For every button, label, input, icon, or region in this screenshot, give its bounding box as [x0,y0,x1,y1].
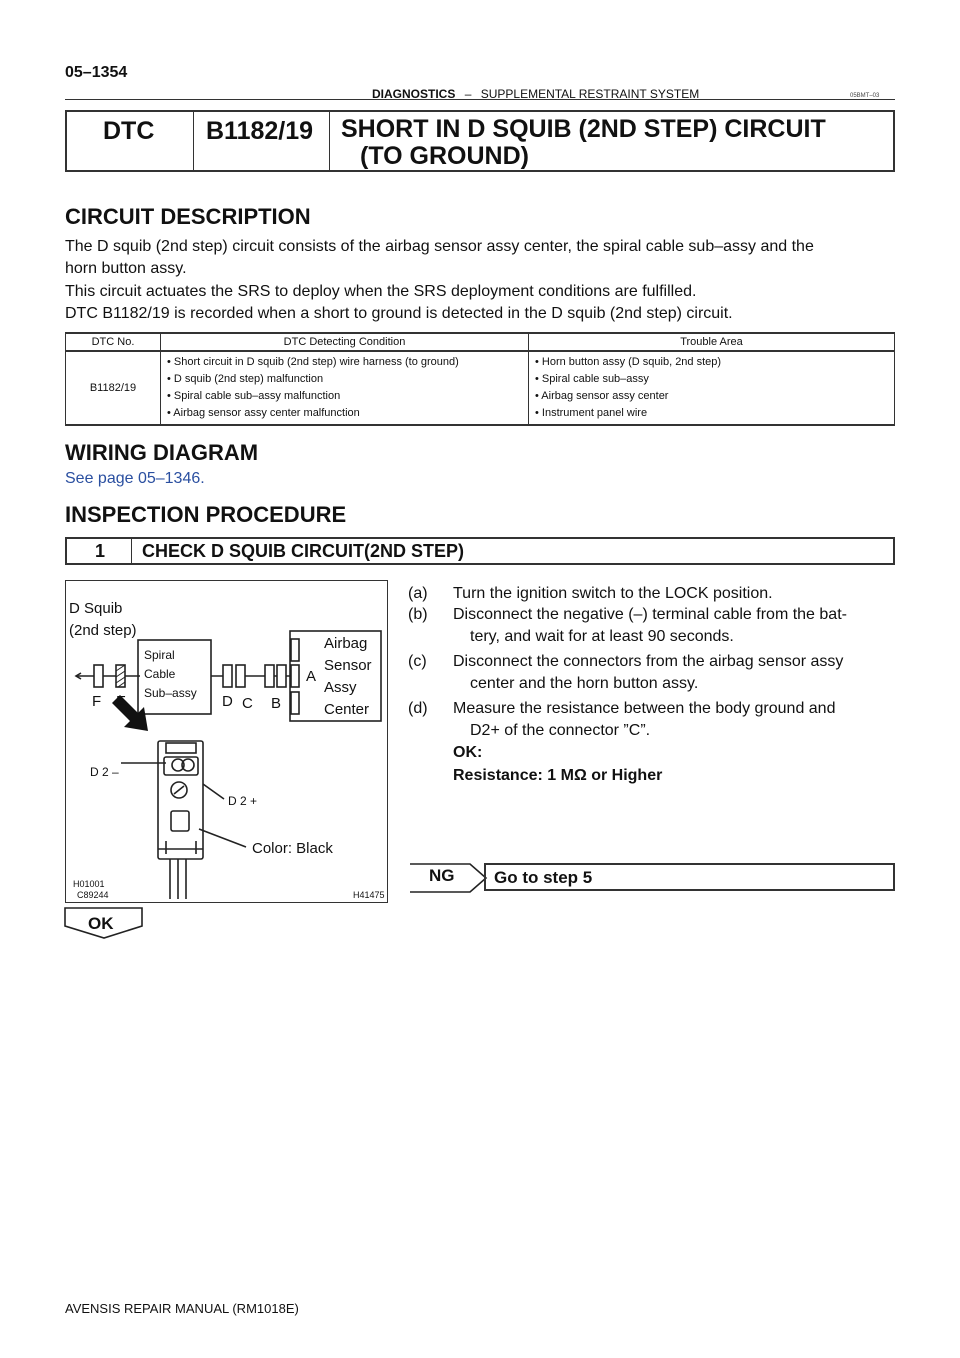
subsection-title: SUPPLEMENTAL RESTRAINT SYSTEM [480,87,700,101]
table-cell-areas [529,351,895,425]
connector-a-label: A [306,668,317,685]
spiral-label-line1: Spiral [144,648,175,662]
d2-minus-label: D 2 – [90,765,119,779]
squib-label-line2: (2nd step) [69,622,137,639]
header-divider [65,99,895,100]
color-note: Color: Black [252,840,333,857]
step-title: CHECK D SQUIB CIRCUIT(2ND STEP) [142,541,465,561]
step-number: 1 [95,541,106,561]
instruction-text: D2+ of the connector ”C”. [470,722,651,739]
spiral-label-line3: Sub–assy [144,686,197,700]
airbag-label-line3: Assy [324,679,357,696]
instruction-text: Disconnect the negative (–) terminal cable from the bat- [453,606,847,623]
dtc-divider [193,112,194,170]
section-title: DIAGNOSTICS [372,87,456,101]
instruction-label: (c) [408,653,427,670]
instruction-text: Turn the ignition switch to the LOCK position. [453,585,773,602]
instruction-label: (d) [408,700,428,717]
dtc-title-line2: (TO GROUND) [360,142,529,170]
connector-d-label: D [222,693,233,710]
list-item: • Spiral cable sub–assy malfunction [167,390,341,402]
ok-criteria-label: OK: [453,744,483,761]
list-item: • Instrument panel wire [535,407,648,419]
circuit-description-line3: This circuit actuates the SRS to deploy when the SRS deployment conditions are fulfilled. [65,283,697,300]
table-header-row [66,333,895,351]
ok-tab-label[interactable]: OK [88,914,114,933]
table-header: DTC No. [66,333,161,351]
squib-label-line1: D Squib [69,600,123,617]
connector-figure [65,580,388,903]
dtc-divider [329,112,330,170]
list-item: • Airbag sensor assy center malfunction [167,407,360,419]
ng-label: NG [429,866,455,885]
dtc-title-line1: SHORT IN D SQUIB (2ND STEP) CIRCUIT [341,115,826,143]
page-code: 05BMT–03 [850,93,880,99]
ng-action-text: Go to step 5 [494,868,593,887]
dtc-label: DTC [103,117,155,145]
dtc-code: B1182/19 [206,117,314,145]
table-cell-dtc-no: B1182/19 [66,351,161,425]
connector-c-label: C [242,695,253,712]
step-header [65,537,895,565]
wiring-diagram-link[interactable]: See page 05–1346. [65,470,205,487]
table-row [66,351,895,425]
wiring-diagram-heading: WIRING DIAGRAM [65,440,259,465]
inspection-procedure-heading: INSPECTION PROCEDURE [65,502,347,527]
table-cell-conditions [161,351,529,425]
instruction-label: (b) [408,606,428,623]
connector-b-label: B [271,695,282,712]
connector-f-label: F [92,693,102,710]
dtc-title-box [65,110,895,172]
list-item: • D squib (2nd step) malfunction [167,373,324,385]
instruction-text: tery, and wait for at least 90 seconds. [470,628,734,645]
d2-plus-label: D 2 + [228,794,258,808]
instruction-text: Disconnect the connectors from the airbag sensor assy [453,653,844,670]
circuit-description-heading: CIRCUIT DESCRIPTION [65,204,311,229]
list-item: • Airbag sensor assy center [535,390,669,402]
circuit-description-line1: The D squib (2nd step) circuit consists of the airbag sensor assy center, the spiral cable sub–assy and the [65,238,814,255]
table-header: Trouble Area [529,333,895,351]
ng-action-box[interactable] [484,863,895,891]
connector-e-label: E [116,693,127,710]
squib-connector-shape [94,665,103,687]
spiral-label-line2: Cable [144,667,176,681]
instruction-text: Measure the resistance between the body ground and [453,700,836,717]
circuit-description-line4: DTC B1182/19 is recorded when a short to ground is detected in the D squib (2nd step) circuit. [65,305,733,322]
circuit-description-line2: horn button assy. [65,260,187,277]
airbag-label-line4: Center [324,701,370,718]
table-header: DTC Detecting Condition [161,333,529,351]
airbag-label-line2: Sensor [324,657,372,674]
figure-code: H41475 [353,890,385,900]
page-number: 05–1354 [65,64,128,81]
section-dash: – [464,87,472,101]
page-footer: AVENSIS REPAIR MANUAL (RM1018E) [65,1301,299,1316]
dtc-title [341,116,826,174]
airbag-label-line1: Airbag [324,635,368,652]
dtc-table [65,332,895,426]
figure-code: H01001 [73,879,105,889]
resistance-spec: Resistance: 1 MΩ or Higher [453,767,663,784]
list-item: • Short circuit in D squib (2nd step) wire harness (to ground) [167,356,459,368]
instruction-text: center and the horn button assy. [470,675,699,692]
list-item: • Horn button assy (D squib, 2nd step) [535,356,722,368]
figure-code: C89244 [77,890,109,900]
list-item: • Spiral cable sub–assy [535,373,649,385]
step-divider [131,539,132,563]
instruction-label: (a) [408,585,428,602]
